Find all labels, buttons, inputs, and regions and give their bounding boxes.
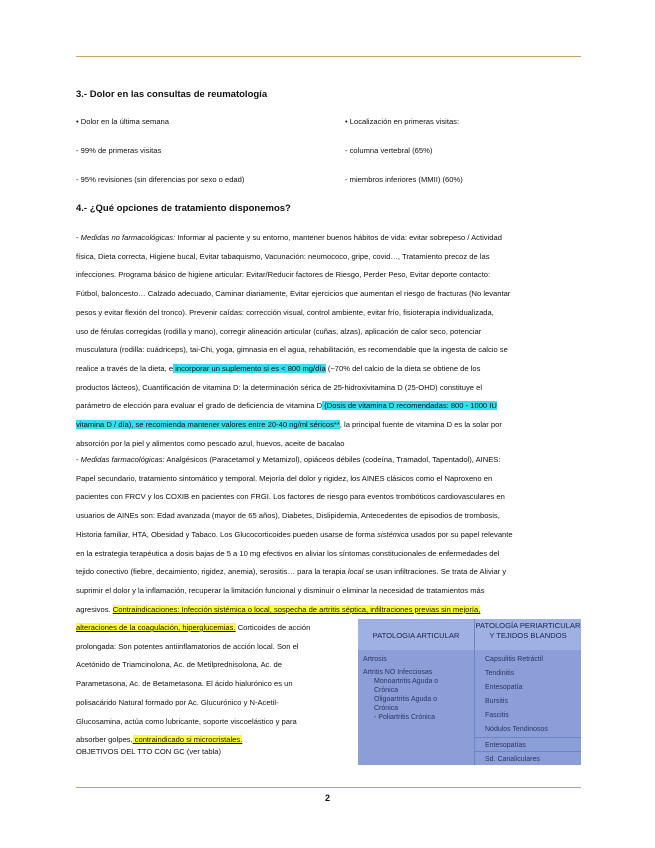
table-cell: Crónica: [374, 687, 399, 694]
p2-line: - Medidas farmacológicas: Analgésicos (Paracetamol y Metamizol), opiáceos débiles (codeína, Tramadol, Tapentadol), AINES:: [76, 455, 501, 464]
paragraph-pharma-cont: [76, 619, 352, 750]
s3-left-3: - 95% revisiones (sin diferencias por sexo o edad): [76, 175, 245, 184]
p2-line: pacientes con FRCV y los COXIB en pacientes con FRGI. Los factores de riesgo para eventos trombóticos cardiovasculares en: [76, 492, 505, 502]
p2-line: absorber golpes, contraindicado si microcristales.: [76, 735, 243, 745]
table-cell: Artritis NO Infecciosas: [363, 669, 433, 676]
p2-line: Acetónido de Triamcinolona, Ac. de Metilprednisolona, Ac. de: [76, 660, 282, 670]
p1-line: absorción por la piel y alimentos como pescado azul, huevos, aceite de bacalao: [76, 438, 345, 448]
p1-line: física, Dieta correcta, Higiene bucal, Evitar tabaquismo, Vacunación: neumococo, gripe, covid…, Tratamiento precoz de las: [76, 251, 490, 261]
p2-line: prolongada: Son potentes antiinflamatorios de acción local. Son el: [76, 641, 299, 651]
p2-line: usuarios de AINEs son: Edad avanzada (mayor de 65 años), Diabetes, Dislipidemia, Antecedentes de episodios de trombosis,: [76, 511, 500, 521]
table-cell: Capsulitis Retráctil: [485, 656, 543, 663]
s3-right-3: - miembros inferiores (MMII) (60%): [345, 175, 463, 184]
p1-line: pesos y evitar flexión del tronco). Prevenir caídas: corrección visual, control ambiente, evitar frío, fisioterapia individualizada,: [76, 307, 494, 317]
s3-right-1: • Localización en primeras visitas:: [345, 117, 460, 126]
p2-line: alteraciones de la coagulación, hiperglucemias. Corticoides de acción: [76, 623, 311, 632]
table-row-divider: [475, 751, 581, 752]
objetivos-line: OBJETIVOS DEL TTO CON GC (ver tabla): [76, 747, 222, 756]
section-4-title: 4.- ¿Qué opciones de tratamiento disponemos?: [76, 203, 291, 214]
paragraph-pharma: [76, 451, 581, 619]
header-rule: [76, 56, 581, 57]
table-col1-header: PATOLOGIA ARTICULAR: [372, 631, 460, 640]
s3-left-1: • Dolor en la última semana: [76, 117, 169, 126]
footer-rule: [76, 787, 581, 788]
p2-line: Glucosamina, actúa como lubricante, soporte viscoelástico y para: [76, 716, 297, 726]
table-col2-header-1: PATOLOGÍA PERIARTICULAR: [475, 621, 581, 630]
p2-line: Parametasona, Ac. de Betametasona. El ácido hialurónico es un: [76, 679, 293, 689]
table-cell: Tendinitis: [485, 670, 515, 677]
table-cell: Monoartritis Aguda o: [374, 678, 439, 685]
p1-line: musculatura (rodilla: cuádriceps), tai-Chi, yoga, gimnasia en el agua, rehabilitación, es recomendable que la ingesta de calcio se: [76, 345, 508, 355]
table-cell: Bursitis: [485, 698, 508, 705]
table-cell: Artrosis: [363, 656, 387, 663]
table-cell: Sd. Canaliculares: [485, 756, 540, 763]
pathology-table: [358, 619, 581, 765]
p2-line: tejido conectivo (fiebre, decaimiento, rigidez, anemia), serositis… para la terapia local se usan infiltraciones. Se trata de Aliviar y: [76, 567, 507, 577]
table-cell: - Poliartritis Crónica: [374, 714, 436, 721]
p1-line: productos lácteos), Cuantificación de vitamina D: la determinación sérica de 25-hidroxivitamina D (25-OHD) constituye el: [76, 382, 483, 392]
p2-line: Historia familiar, HTA, Obesidad y Tabaco. Los Glucocorticoides pueden usarse de forma sistémica usados por su papel relevante: [76, 529, 513, 539]
table-cell: Entesopatía: [485, 684, 523, 691]
p2-line: suprimir el dolor y la inflamación, recuperar la limitación funcional y disminuir o eliminar la necesidad de tratamientos más: [76, 585, 485, 595]
p2-line: Papel secundario, tratamiento sintomático y temporal. Mejoría del dolor y rigidez, los AINES clásicos como el Naproxeno en: [76, 473, 493, 483]
table-cell: Entesopatías: [485, 742, 526, 749]
p1-line: infecciones. Programa básico de higiene articular: Evitar/Reducir factores de Riesgo, Perder Peso, Evitar deporte contacto:: [76, 270, 491, 280]
p2-line: polisacárido Natural formado por Ac. Glucurónico y N-Acetil-: [76, 697, 279, 707]
table-cell: Nódulos Tendinosos: [485, 726, 548, 733]
p1-line: parámetro de elección para evaluar el grado de deficiencia de vitamina D (Dosis de vitamina D recomendadas: 800 - 1000 IU: [76, 401, 497, 411]
p1-line: Fútbol, baloncesto… Calzado adecuado, Caminar diariamente, Evitar ejercicios que aumentan el riesgo de fracturas (No levantar: [76, 289, 511, 299]
table-cell: Crónica: [374, 705, 399, 712]
p2-line: agresivos. Contraindicaciones: Infección sistémica o local, sospecha de artritis séptica, infiltraciones previas sin mejoría,: [76, 604, 481, 614]
p1-line: realice a través de la dieta, e incorporar un suplemento si es < 800 mg/día (~70% del calcio de la dieta se obtiene de los: [76, 363, 481, 373]
p1-line: uso de férulas corregidas (rodilla y mano), corregir alineación articular (cuñas, alzas), aplicación de calor seco, potenciar: [76, 326, 482, 336]
table-cell: Oligoartritis Aguda o: [374, 696, 438, 703]
table-row-divider: [475, 737, 581, 738]
paragraph-non-pharma: [76, 229, 581, 453]
s3-left-2: - 99% de primeras visitas: [76, 146, 162, 155]
section-3-title: 3.- Dolor en las consultas de reumatología: [76, 89, 268, 100]
page-number: 2: [324, 793, 330, 803]
p2-line: en la estrategia terapéutica a dosis bajas de 5 a 10 mg efectivos en aliviar los síntomas constitucionales de enfermedades del: [76, 548, 500, 558]
s3-right-2: - columna vertebral (65%): [345, 146, 433, 155]
table-cell: Fascitis: [485, 712, 509, 719]
p1-line: - Medidas no farmacológicas: Informar al paciente y su entorno, mantener buenos hábitos de vida: evitar sobrepeso / Actividad: [76, 233, 502, 242]
p1-line: vitamina D / día), se recomienda mantener valores entre 20-40 ng/ml séricos**, la principal fuente de vitamina D es la solar por: [76, 420, 502, 430]
table-col2-header-2: Y TEJIDOS BLANDOS: [489, 631, 567, 640]
